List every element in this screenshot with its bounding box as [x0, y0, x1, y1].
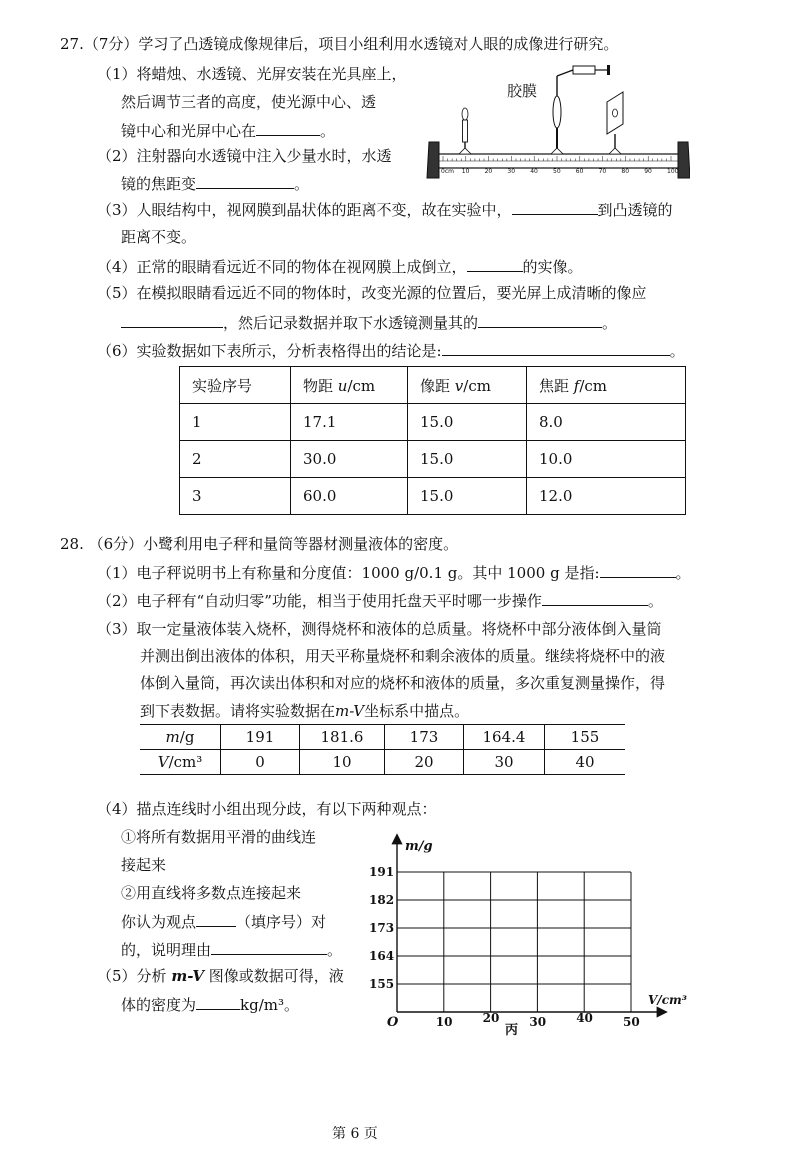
bench-tick-label: 30	[507, 168, 516, 175]
bench-tick-label: 90	[644, 168, 652, 175]
q28-part3-line3: 体倒入量筒，再次读出体积和对应的烧杯和液体的质量，多次重复测量操作，得	[140, 674, 666, 692]
header-cell: 焦距 f/cm	[527, 367, 686, 404]
bench-tick-label: 40	[530, 168, 538, 175]
q27-part4-end: 的实像。	[522, 258, 583, 276]
table-cell: 10.0	[527, 441, 686, 478]
q27-part6	[97, 340, 685, 361]
table-cell: 15.0	[408, 404, 527, 441]
bench-left-support	[427, 142, 439, 178]
q28-part4-line2: 接起来	[121, 856, 167, 874]
membrane-label: 胶膜	[507, 82, 538, 100]
header-cell: 实验序号	[180, 367, 291, 404]
q28-part2-text: （2）电子秤有“自动归零”功能，相当于使用托盘天平时哪一步操作	[97, 592, 542, 610]
q27-part1-line1: （1）将蜡烛、水透镜、光屏安装在光具座上，	[97, 65, 407, 83]
q27-part5-answer-blank2[interactable]	[478, 312, 602, 328]
q28-part4-line3: ②用直线将多数点连接起来	[121, 884, 302, 902]
q27-part2-answer-blank[interactable]	[196, 173, 294, 189]
x-tick-label: 10	[435, 1015, 453, 1029]
page-number: 第 6 页	[332, 1126, 378, 1142]
bench-tick-label: 70	[598, 168, 607, 175]
bench-tick-label: 10	[461, 168, 470, 175]
q27-part1-answer-blank[interactable]	[256, 120, 320, 136]
table-header-row	[180, 367, 686, 404]
table-cell: 30	[464, 750, 545, 775]
q27-data-table	[179, 366, 686, 515]
q28-part3-line4: 到下表数据。请将实验数据在m-V坐标系中描点。	[140, 702, 470, 720]
table-cell: 15.0	[408, 441, 527, 478]
q27-part6-answer-blank[interactable]	[442, 340, 670, 356]
q28-part5-answer-blank[interactable]	[196, 994, 240, 1010]
q28-part4-answer-blank1[interactable]	[196, 911, 236, 927]
bench-tick-label: 50	[553, 168, 561, 175]
q27-part4-text: （4）正常的眼睛看远近不同的物体在视网膜上成倒立，	[97, 258, 467, 276]
q28-part5-line2: 体的密度为 kg/m³。	[121, 996, 299, 1014]
table-row	[140, 750, 625, 775]
q27-part5-end: 。	[602, 314, 618, 332]
q28-header: 28. （6分）小鹭利用电子秤和量筒等器材测量液体的密度。	[60, 535, 459, 553]
y-axis-label: m/g	[405, 839, 433, 854]
x-tick-label: 30	[529, 1015, 547, 1029]
x-tick-label: 20	[482, 1011, 500, 1025]
q27-part1-text: 镜中心和光屏中心在	[121, 122, 257, 140]
q27-part3-text2: 到凸透镜的	[597, 201, 673, 219]
q27-part1-line2: 然后调节三者的高度，使光源中心、透	[121, 93, 377, 111]
table-cell: 155	[545, 725, 626, 750]
q27-part3-line1	[97, 199, 673, 220]
y-tick-label: 182	[369, 893, 395, 907]
water-lens-icon	[551, 65, 610, 154]
table-cell: 15.0	[408, 478, 527, 515]
table-cell: 8.0	[527, 404, 686, 441]
table-cell: 1	[180, 404, 291, 441]
table-cell: 60.0	[291, 478, 408, 515]
q27-part2-end: 。	[294, 175, 310, 193]
table-row-label: V/cm³	[140, 750, 221, 775]
q28-part2	[97, 590, 663, 611]
x-tick-label: 50	[623, 1015, 640, 1029]
q27-part1-end: 。	[320, 122, 336, 140]
q27-part5-answer-blank1[interactable]	[121, 312, 223, 328]
bench-tick-label: 0cm	[441, 168, 454, 175]
q27-part6-text: （6）实验数据如下表所示，分析表格得出的结论是:	[97, 342, 442, 360]
candle-icon	[459, 108, 471, 154]
q28-part5-line1: （5）分析 m-V 图像或数据可得，液	[97, 967, 344, 985]
q28-part3-line1: （3）取一定量液体装入烧杯，测得烧杯和液体的总质量。将烧杯中部分液体倒入量筒	[97, 620, 662, 638]
table-cell: 20	[385, 750, 464, 775]
table-cell: 10	[300, 750, 385, 775]
q28-part2-end: 。	[647, 592, 663, 610]
q27-part1-line3	[121, 120, 335, 141]
q27-part5-line1: （5）在模拟眼睛看远近不同的物体时，改变光源的位置后，要光屏上成清晰的像应	[97, 284, 647, 302]
header-cell: 像距 v/cm	[408, 367, 527, 404]
q27-part4	[97, 256, 583, 277]
table-row	[180, 404, 686, 441]
q27-part5-text: ，然后记录数据并取下水透镜测量其的	[223, 314, 479, 332]
light-screen-icon	[607, 92, 623, 154]
header-cell: 物距 u/cm	[291, 367, 408, 404]
table-row	[180, 441, 686, 478]
optical-bench-figure	[425, 62, 690, 192]
q28-part1-end: 。	[675, 564, 691, 582]
q27-part3-line2: 距离不变。	[121, 228, 197, 246]
q27-part4-answer-blank[interactable]	[467, 256, 523, 272]
y-tick-label: 191	[369, 865, 395, 879]
table-cell: 30.0	[291, 441, 408, 478]
q28-part4-answer-blank2[interactable]	[211, 939, 327, 955]
q28-part4-line4: 你认为观点 （填序号）对	[121, 913, 327, 931]
table-cell: 17.1	[291, 404, 408, 441]
table-row-label: m/g	[140, 725, 221, 750]
q27-part6-end: 。	[669, 342, 685, 360]
table-cell: 0	[221, 750, 300, 775]
q27-part2-text: 镜的焦距变	[121, 175, 197, 193]
bench-tick-label: 100	[667, 168, 679, 175]
y-tick-label: 173	[369, 921, 395, 935]
table-cell: 181.6	[300, 725, 385, 750]
origin-label: O	[387, 1015, 399, 1030]
table-cell: 173	[385, 725, 464, 750]
q28-part4-line1: ①将所有数据用平滑的曲线连	[121, 828, 317, 846]
q28-part3-line2: 并测出倒出液体的体积，用天平称量烧杯和剩余液体的质量。继续将烧杯中的液	[140, 647, 666, 665]
table-cell: 40	[545, 750, 626, 775]
y-tick-label: 155	[369, 977, 395, 991]
table-row	[180, 478, 686, 515]
bench-tick-label: 60	[575, 168, 584, 175]
q28-part1-answer-blank[interactable]	[600, 562, 676, 578]
q28-part1	[97, 562, 691, 583]
q27-header: 27.（7分）学习了凸透镜成像规律后，项目小组利用水透镜对人眼的成像进行研究。	[60, 35, 619, 53]
table-cell: 3	[180, 478, 291, 515]
q28-part1-text: （1）电子秤说明书上有称量和分度值：1000 g/0.1 g。其中 1000 g 是指:	[97, 564, 600, 582]
x-tick-label: 40	[576, 1011, 593, 1025]
bench-tick-label: 20	[484, 168, 493, 175]
q27-part2-line1: （2）注射器向水透镜中注入少量水时，水透	[97, 147, 392, 165]
x-axis-label: V/cm³	[648, 993, 687, 1007]
bench-tick-label: 80	[621, 168, 630, 175]
q27-part2-line2	[121, 173, 309, 194]
q28-data-table	[140, 724, 625, 775]
q28-part2-answer-blank[interactable]	[542, 590, 648, 606]
table-cell: 2	[180, 441, 291, 478]
table-cell: 12.0	[527, 478, 686, 515]
bench-right-support	[678, 142, 690, 178]
q27-part5-line2	[121, 312, 617, 333]
q27-part3-text: （3）人眼结构中，视网膜到晶状体的距离不变，故在实验中，	[97, 201, 512, 219]
q28-part4-line0: （4）描点连线时小组出现分歧，有以下两种观点：	[97, 800, 437, 818]
m-v-graph	[365, 828, 695, 1043]
q28-part4-line5: 的，说明理由 。	[121, 941, 343, 959]
q27-part3-answer-blank[interactable]	[512, 199, 598, 215]
table-row	[140, 725, 625, 750]
figure-caption: 丙	[505, 1023, 519, 1038]
y-tick-label: 164	[369, 949, 395, 963]
table-cell: 164.4	[464, 725, 545, 750]
table-cell: 191	[221, 725, 300, 750]
